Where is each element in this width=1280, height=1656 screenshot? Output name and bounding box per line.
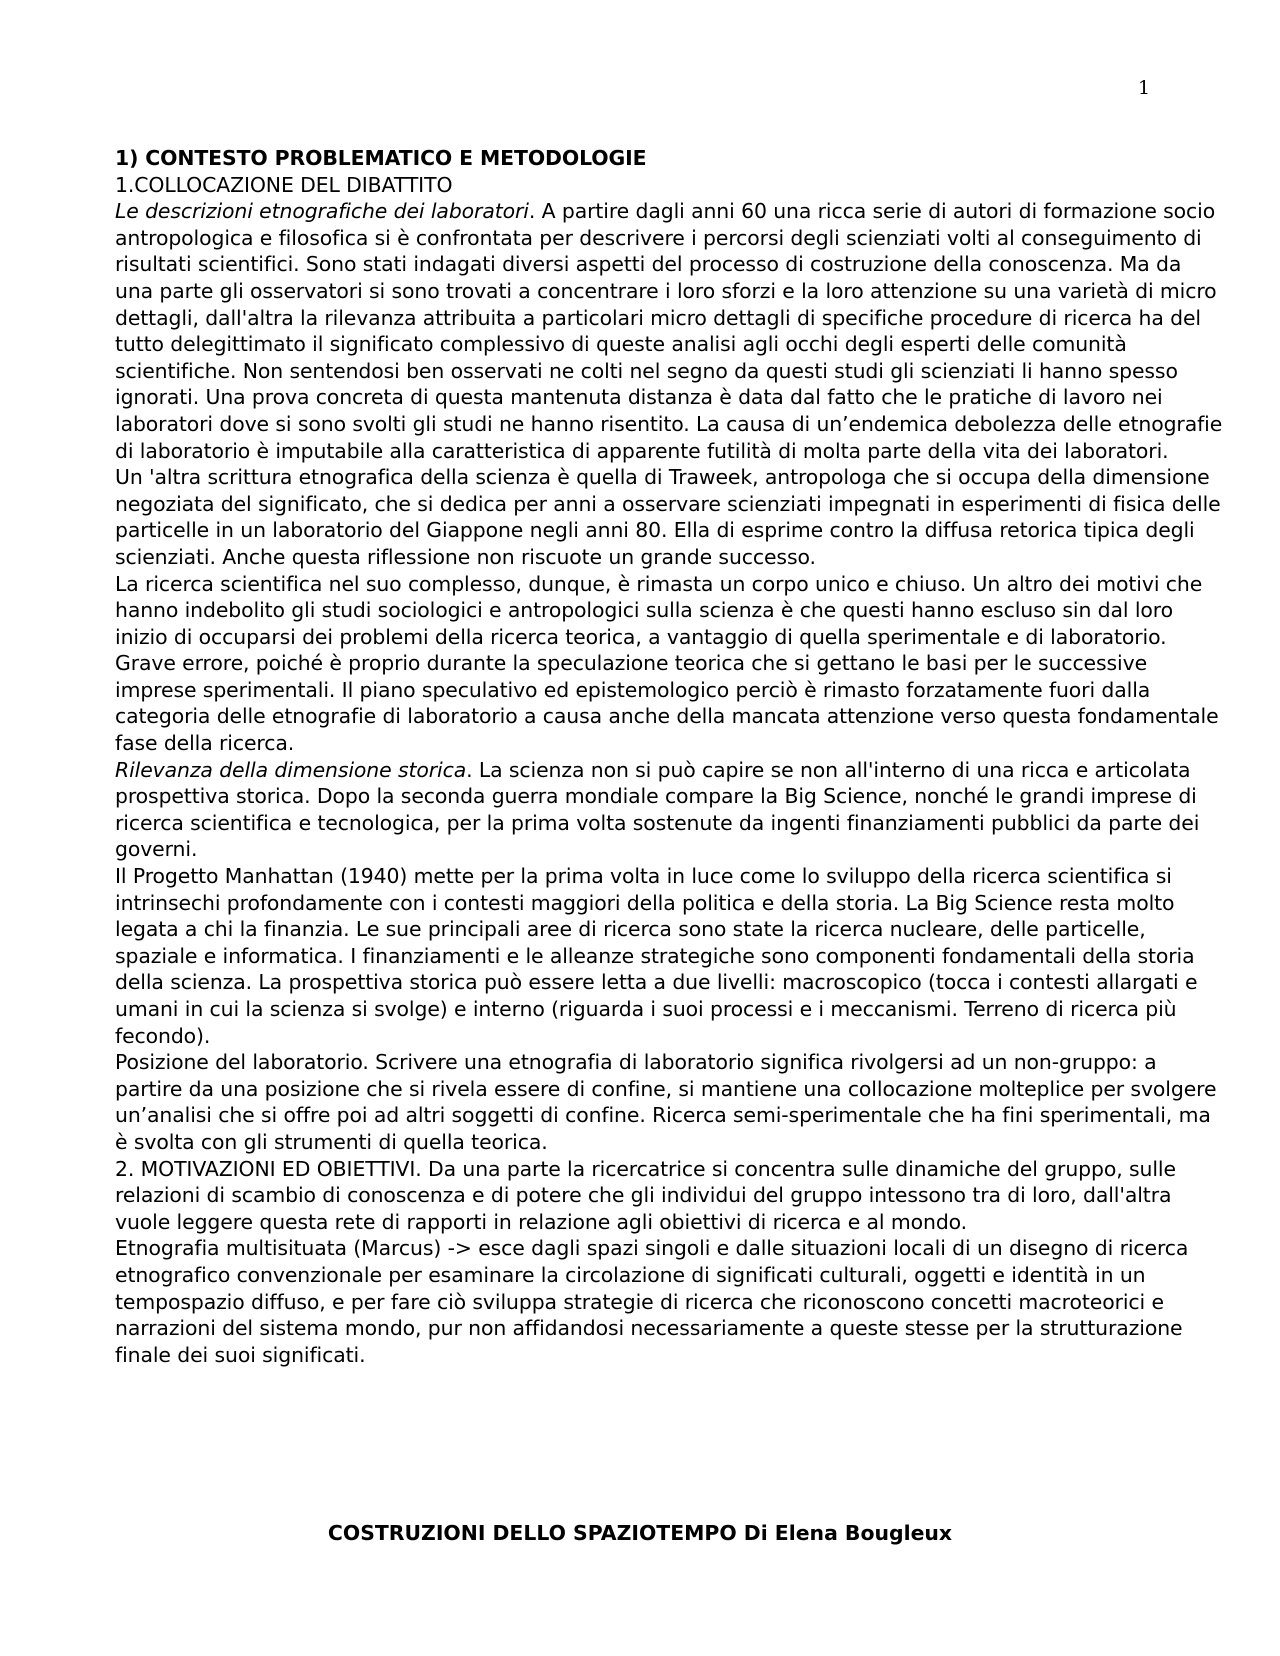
paragraph-text: . A partire dagli anni 60 una ricca serie di autori di formazione socio antropologica e filosofica si è confrontata per descrivere i percorsi degli scienziati volti al conseguimento di risultati scientifici. Sono stati indagati diversi aspetti del processo di costruzione della conoscenza. Ma da una parte gli osservatori si sono trovati a concentrare i loro sforzi e la loro attenzione su una varietà di micro dettagli, dall'altra la rilevanza attribuita a particolari micro dettagli di specifiche procedure di ricerca ha del tutto delegittimato il significato complessivo di queste analisi agli occhi degli esperti delle comunità scientifiche. Non sentendosi ben osservati ne colti nel segno da questi studi gli scienziati li hanno spesso ignorati. Una prova concreta di questa mantenuta distanza è data dal fatto che le pratiche di lavoro nei laboratori dove si sono svolti gli studi ne hanno risentito. La causa di un’endemica debolezza delle etnografie di laboratorio è imputabile alla caratteristica di apparente futilità di molta parte della vita dei laboratori. <box>115 199 1223 463</box>
paragraph-lead-italic: Rilevanza della dimensione storica <box>115 757 467 782</box>
paragraph-ethnographic-descriptions <box>115 198 1225 464</box>
section-heading: 1) CONTESTO PROBLEMATICO E METODOLOGIE <box>115 146 647 170</box>
footer-book-title: COSTRUZIONI DELLO SPAZIOTEMPO Di Elena Bougleux <box>327 1521 953 1545</box>
paragraph-scientific-research: La ricerca scientifica nel suo complesso, dunque, è rimasta un corpo unico e chiuso. Un altro dei motivi che hanno indebolito gli studi sociologici e antropologici sulla scienza è che questi hanno escluso sin dal loro inizio di occuparsi dei problemi della ricerca teorica, a vantaggio di quella sperimentale e di laboratorio. Grave errore, poiché è proprio durante la speculazione teorica che si gettano le basi per le successive imprese sperimentali. Il piano speculativo ed epistemologico perciò è rimasto forzatamente fuori dalla categoria delle etnografie di laboratorio a causa anche della mancata attenzione verso questa fondamentale fase della ricerca. <box>115 571 1219 756</box>
paragraph-historical-dimension <box>115 757 1225 863</box>
subsection-heading: 1.COLLOCAZIONE DEL DIBATTITO <box>115 172 453 197</box>
paragraph-laboratory-position: Posizione del laboratorio. Scrivere una etnografia di laboratorio significa rivolgersi ad un non-gruppo: a partire da una posizione che si rivela essere di confine, si mantiene una collocazione molteplice per svolgere un’analisi che si offre poi ad altri soggetti di confine. Ricerca semi-sperimentale che ha fini sperimentali, ma è svolta con gli strumenti di quella teorica. <box>115 1050 1217 1154</box>
page-number: 1 <box>1138 77 1151 99</box>
paragraph-motivations: 2. MOTIVAZIONI ED OBIETTIVI. Da una parte la ricercatrice si concentra sulle dinamiche del gruppo, sulle relazioni di scambio di conoscenza e di potere che gli individui del gruppo intessono tra di loro, dall'altra vuole leggere questa rete di rapporti in relazione agli obiettivi di ricerca e al mondo. <box>115 1156 1176 1234</box>
paragraph-manhattan-project: Il Progetto Manhattan (1940) mette per la prima volta in luce come lo sviluppo della ricerca scientifica si intrinsechi profondamente con i contesti maggiori della politica e della storia. La Big Science resta molto legata a chi la finanzia. Le sue principali aree di ricerca sono state la ricerca nucleare, delle particelle, spaziale e informatica. I finanziamenti e le alleanze strategiche sono componenti fondamentali della storia della scienza. La prospettiva storica può essere letta a due livelli: macroscopico (tocca i contesti allargati e umani in cui la scienza si svolge) e interno (riguarda i suoi processi e i meccanismi. Terreno di ricerca più fecondo). <box>115 864 1198 1048</box>
paragraph-lead-italic: Le descrizioni etnografiche dei laboratori <box>115 199 529 224</box>
paragraph-multisited-ethnography: Etnografia multisituata (Marcus) -> esce dagli spazi singoli e dalle situazioni locali di un disegno di ricerca etnografico convenzionale per esaminare la circolazione di significati culturali, oggetti e identità in un tempospazio diffuso, e per fare ciò sviluppa strategie di ricerca che riconoscono concetti macroteorici e narrazioni del sistema mondo, pur non affidandosi necessariamente a queste stesse per la strutturazione finale dei suoi significati. <box>115 1236 1189 1367</box>
paragraph-traweek: Un 'altra scrittura etnografica della scienza è quella di Traweek, antropologa che si occupa della dimensione negoziata del significato, che si dedica per anni a osservare scienziati impegnati in esperimenti di fisica delle particelle in un laboratorio del Giappone negli anni 80. Ella di esprime contro la diffusa retorica tipica degli scienziati. Anche questa riflessione non riscuote un grande successo. <box>115 465 1221 569</box>
paragraph-text: . La scienza non si può capire se non all'interno di una ricca e articolata prospettiva storica. Dopo la seconda guerra mondiale compare la Big Science, nonché le grandi imprese di ricerca scientifica e tecnologica, per la prima volta sostenute da ingenti finanziamenti pubblici da parte dei governi. <box>115 757 1200 862</box>
document-body <box>115 145 1225 1368</box>
